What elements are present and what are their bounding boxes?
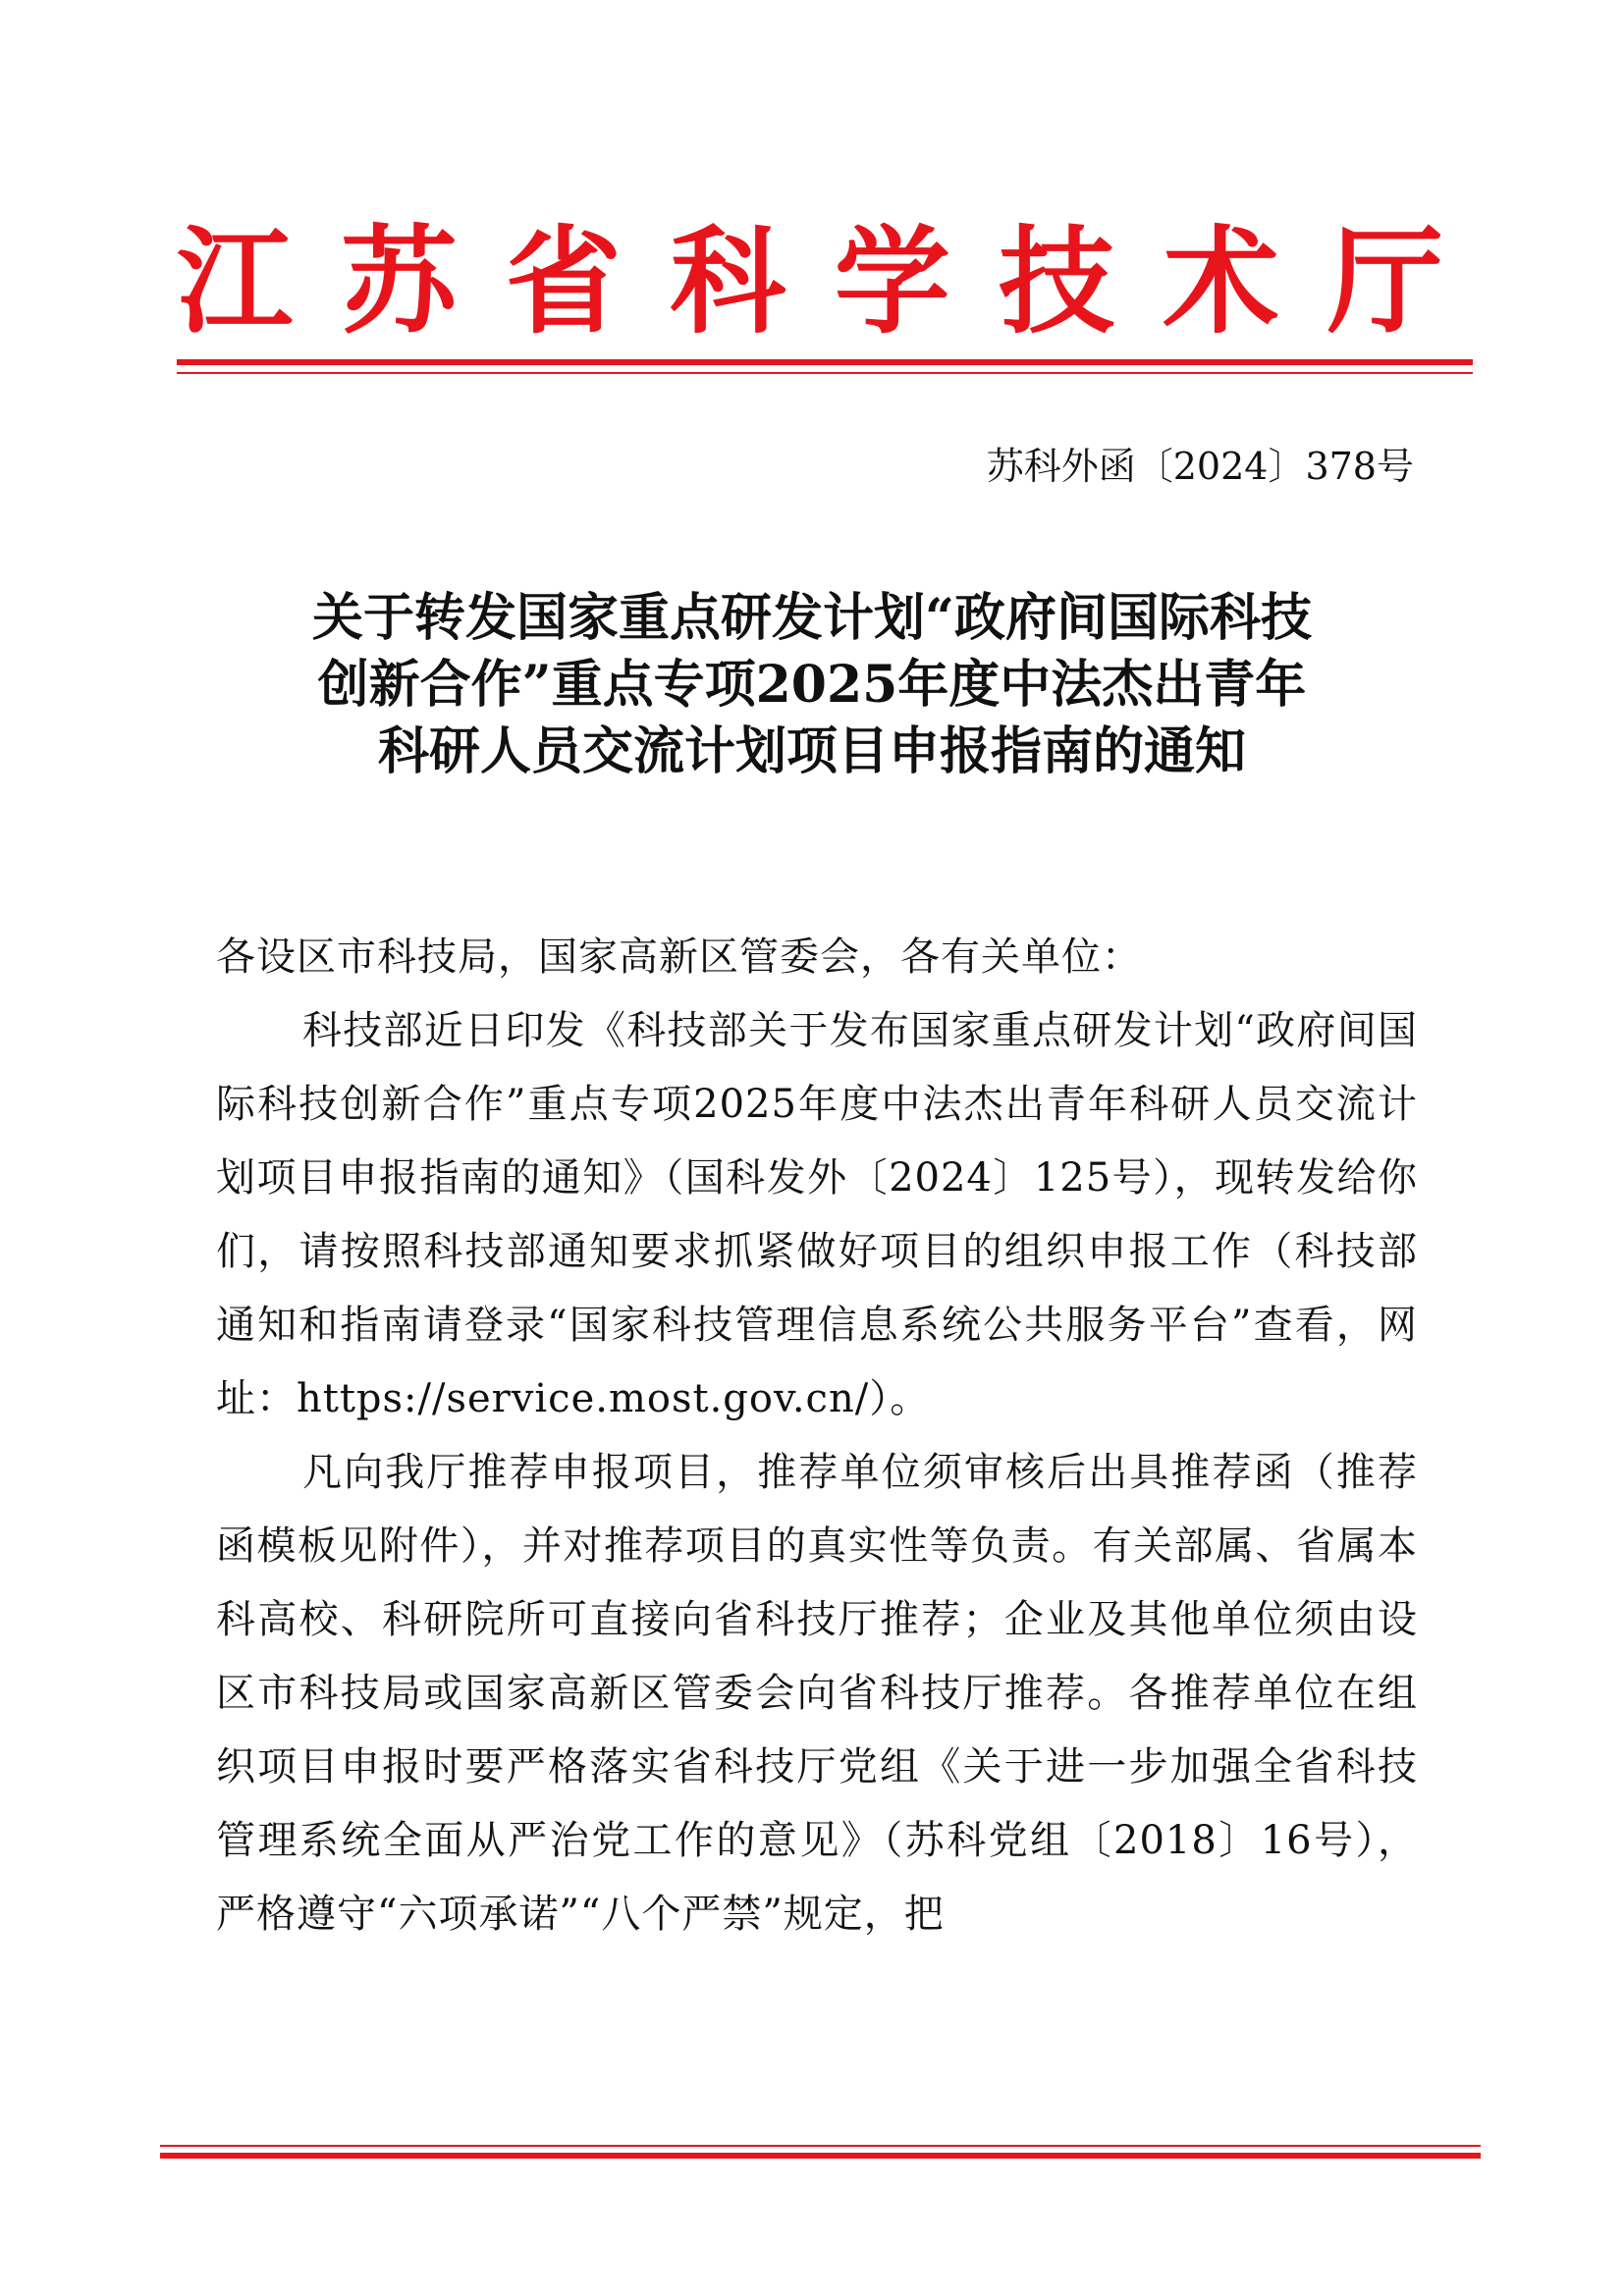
body-paragraph: 凡向我厅推荐申报项目，推荐单位须审核后出具推荐函（推荐函模板见附件），并对推荐项目的真实性等负责。有关部属、省属本科高校、科研院所可直接向省科技厅推荐；企业及其他单位须由设区市科技局或国家高新区管委会向省科技厅推荐。各推荐单位在组织项目申报时要严格落实省科技厅党组《关于进一步加强全省科技管理系统全面从严治党工作的意见》（苏科党组〔2018〕16号），严格遵守“六项承诺”“八个严禁”规定，把 [216, 1450, 1418, 1937]
title-line: 关于转发国家重点研发计划“政府间国际科技 [312, 588, 1312, 648]
letterhead-divider-thick [177, 359, 1473, 365]
letterhead-char: 省 [505, 213, 622, 349]
letterhead-char: 术 [1163, 213, 1279, 349]
letterhead-char: 苏 [341, 213, 458, 349]
title-line: 科研人员交流计划项目申报指南的通知 [377, 721, 1246, 781]
document-number: 苏科外函〔2024〕378号 [986, 445, 1414, 488]
letterhead-char: 厅 [1326, 213, 1443, 349]
title-line: 创新合作”重点专项2025年度中法杰出青年 [317, 655, 1307, 715]
letterhead-divider-thin [177, 372, 1473, 374]
salutation: 各设区市科技局，国家高新区管委会，各有关单位： [216, 934, 1142, 980]
letterhead-org-name [177, 208, 1443, 355]
document-title [208, 585, 1416, 785]
letterhead-char: 技 [999, 213, 1115, 349]
letterhead-char: 学 [834, 213, 950, 349]
document-body [216, 921, 1418, 1951]
footer-divider-thick [160, 2153, 1481, 2159]
letterhead-char: 科 [670, 213, 786, 349]
letterhead-char: 江 [177, 213, 294, 349]
body-paragraph: 科技部近日印发《科技部关于发布国家重点研发计划“政府间国际科技创新合作”重点专项2025年度中法杰出青年科研人员交流计划项目申报指南的通知》（国科发外〔2024〕125号），现转发给你们，请按照科技部通知要求抓紧做好项目的组织申报工作（科技部通知和指南请登录“国家科技管理信息系统公共服务平台”查看，网址：https://service.most.gov.cn/）。 [216, 1008, 1418, 1421]
footer-divider-thin [160, 2145, 1481, 2147]
